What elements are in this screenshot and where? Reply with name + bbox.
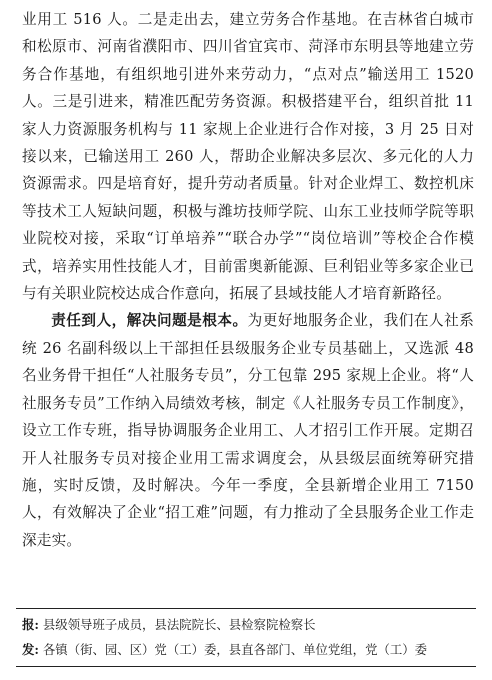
distribution-top-rule (16, 608, 476, 609)
send-line (22, 637, 474, 662)
section-lead-heading: 责任到人，解决问题是根本。 (51, 312, 248, 330)
distribution-bottom-rule (16, 666, 476, 667)
paragraph-responsibility (22, 307, 474, 554)
send-label: 发: (22, 642, 39, 657)
section-body-text: 为更好地服务企业，我们在人社系统 26 名副科级以上干部担任县级服务企业专员基础上，又选派 48 名业务骨干担任“人社服务专员”，分工包靠 295 家规上企业。将“人社服务专员”工作纳入局绩效考核，制定《人社服务专员工作制度》，设立工作专班，指导协调服务企业用工、人才招引工作开展。定期召开人社服务专员对接企业用工需求调度会，从县级层面统筹研究措施，实时反馈，及时解决。今年一季度，全县新增企业用工 7150 人，有效解决了企业“招工难”问题，有力推动了全县服务企业工作走深走实。 (22, 312, 474, 549)
report-recipients: 县级领导班子成员，县法院院长、县检察院检察长 (42, 617, 316, 632)
report-line (22, 612, 474, 637)
distribution-block (22, 612, 474, 662)
paragraph-continued: 业用工 516 人。二是走出去，建立劳务合作基地。在吉林省白城市和松原市、河南省濮阳市、四川省宜宾市、菏泽市东明县等地建立劳务合作基地，有组织地引进外来劳动力，“点对点”输送用工 1520 人。三是引进来，精准匹配劳务资源。积极搭建平台，组织首批 11 家人力资源服务机构与 11 家规上企业进行合作对接，3 月 25 日对接以来，已输送用工 260 人，帮助企业解决多层次、多元化的人力资源需求。四是培育好，提升劳动者质量。针对企业焊工、数控机床等技术工人短缺问题，积极与潍坊技师学院、山东工业技师学院等职业院校对接，采取“订单培养”“联合办学”“岗位培训”等校企合作模式，培养实用性技能人才，目前雷奥新能源、巨利铝业等多家企业已与有关职业院校达成合作意向，拓展了县域技能人才培育新路径。 (22, 11, 474, 303)
document-body (22, 6, 474, 554)
send-recipients: 各镇（街、园、区）党（工）委，县直各部门、单位党组，党（工）委 (42, 642, 428, 657)
report-label: 报: (22, 617, 39, 632)
